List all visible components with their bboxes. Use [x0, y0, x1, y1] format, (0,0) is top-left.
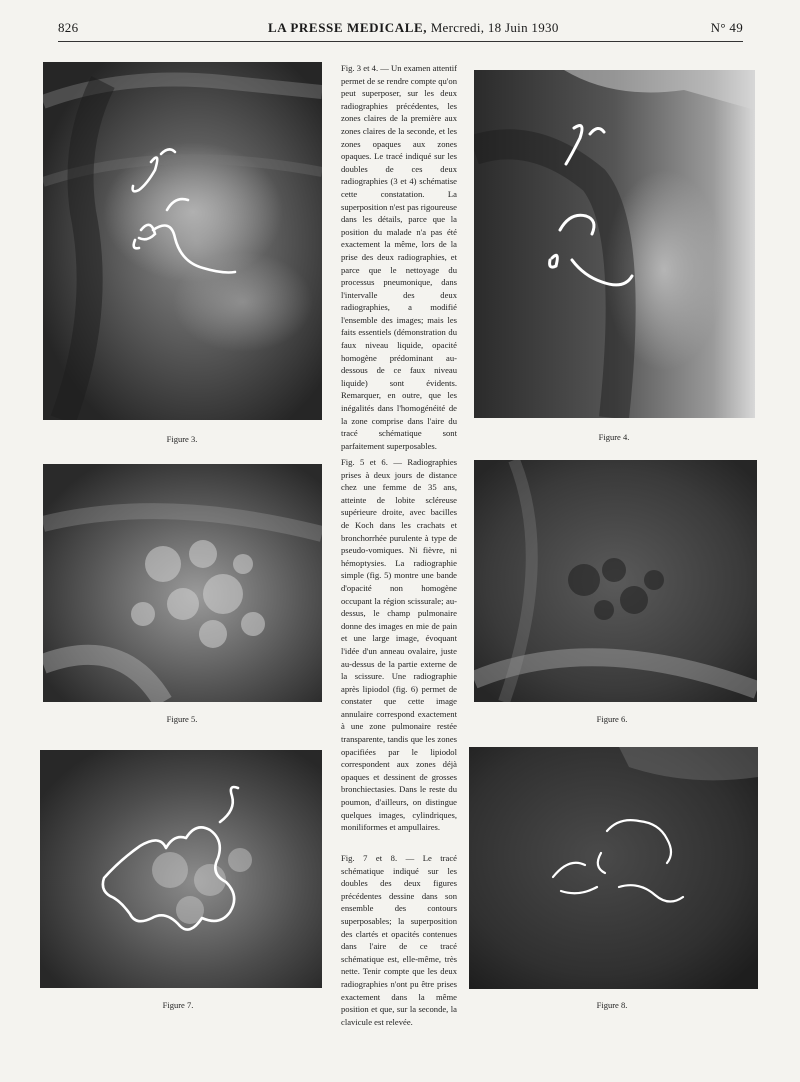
paragraph: Fig. 3 et 4. — Un examen attentif permet de se rendre compte qu'on peut superposer, sur les deux radiographies précédentes, les zones claires de la première aux zones claires de la seconde, et les zones opaques aux zones opaques. Le tracé indiqué sur les doubles de ces deux radiographies (3 et 4) schématise cette constatation. La superposition n'est pas rigoureuse dans les détails, parce que la position du malade n'a pas été exactement la même, lors de la prise des deux radiographies, et parce que le nettoyage du processus pneumonique, dans l'intervalle des deux radiographies, a modifié l'ensemble des images; mais les faits essentiels (démonstration du faux niveau liquide, opacité homogène prédominant au-dessous de ce faux niveau liquide) sont évidents. Remarquer, en outre, que les inégalités dans l'homogénéité de la zone comprise dans l'aire du tracé schématique sont parfaitement superposables. [341, 63, 457, 451]
figure-8-caption: Figure 8. [596, 1000, 628, 1010]
figure-6-caption: Figure 6. [596, 714, 628, 724]
radiograph-image [40, 750, 322, 988]
paragraph: Fig. 5 et 6. — Radiographies prises à deux jours de distance chez une femme de 35 ans, atteinte de lobite scléreuse supérieure droite, avec bacilles de Koch dans les crachats et bronchorrhée purulente à type de pseudo-vomiques. Ni fièvre, ni hémoptysies. La radiographie simple (fig. 5) montre une bande d'opacité non homogène occupant la région scissurale; au-dessus, le champ pulmonaire donne des images en mie de pain et une large image, évoquant l'idée d'un anneau ovalaire, juste au-dessus de la partie externe de la scissure. Une radiographie après lipiodol (fig. 6) permet de constater que cette image annulaire correspond exactement à une zone pulmonaire restée transparente, tandis que les zones opacifiées par le lipiodol correspondent aux zones déjà opaques et dessinent de grosses bronchiectasies. Dans le reste du poumon, d'ailleurs, on distingue quelques images, cylindriques, moniliformes et ampullaires. [341, 457, 457, 833]
text-block-fig-5-6 [341, 456, 457, 834]
paragraph: Fig. 7 et 8. — Le tracé schématique indiqué sur les doubles des deux figures précédentes dessine dans son ensemble des contours superposables; la superposition des clartés et opacités contenues dans l'aire de ce tracé schématique est, elle-même, très nette. Tenir compte que les deux radiographies n'ont pu être prises exactement dans la même position et que, sur la seconde, la clavicule est relevée. [341, 853, 457, 1027]
text-block-fig-7-8 [341, 852, 457, 1028]
issue-date: Mercredi, 18 Juin 1930 [430, 20, 559, 35]
radiograph-image [469, 747, 758, 989]
figure-8-radiograph [469, 747, 758, 989]
figure-3-caption: Figure 3. [166, 434, 198, 444]
issue-number: N° 49 [710, 20, 743, 35]
figure-5-radiograph [43, 464, 322, 702]
figure-4-caption: Figure 4. [598, 432, 630, 442]
text-block-fig-3-4 [341, 62, 457, 452]
figure-3-radiograph [43, 62, 322, 420]
page-number: 826 [58, 20, 79, 35]
figure-4-radiograph [474, 70, 755, 418]
radiograph-image [43, 62, 322, 420]
figure-7-radiograph [40, 750, 322, 988]
journal-title [268, 20, 559, 36]
header-rule [58, 41, 743, 42]
radiograph-image [474, 460, 757, 702]
figure-6-radiograph [474, 460, 757, 702]
figure-5-caption: Figure 5. [166, 714, 198, 724]
running-header [58, 20, 743, 42]
journal-name: LA PRESSE MEDICALE, [268, 20, 428, 35]
radiograph-image [43, 464, 322, 702]
figure-7-caption: Figure 7. [162, 1000, 194, 1010]
radiograph-image [474, 70, 755, 418]
